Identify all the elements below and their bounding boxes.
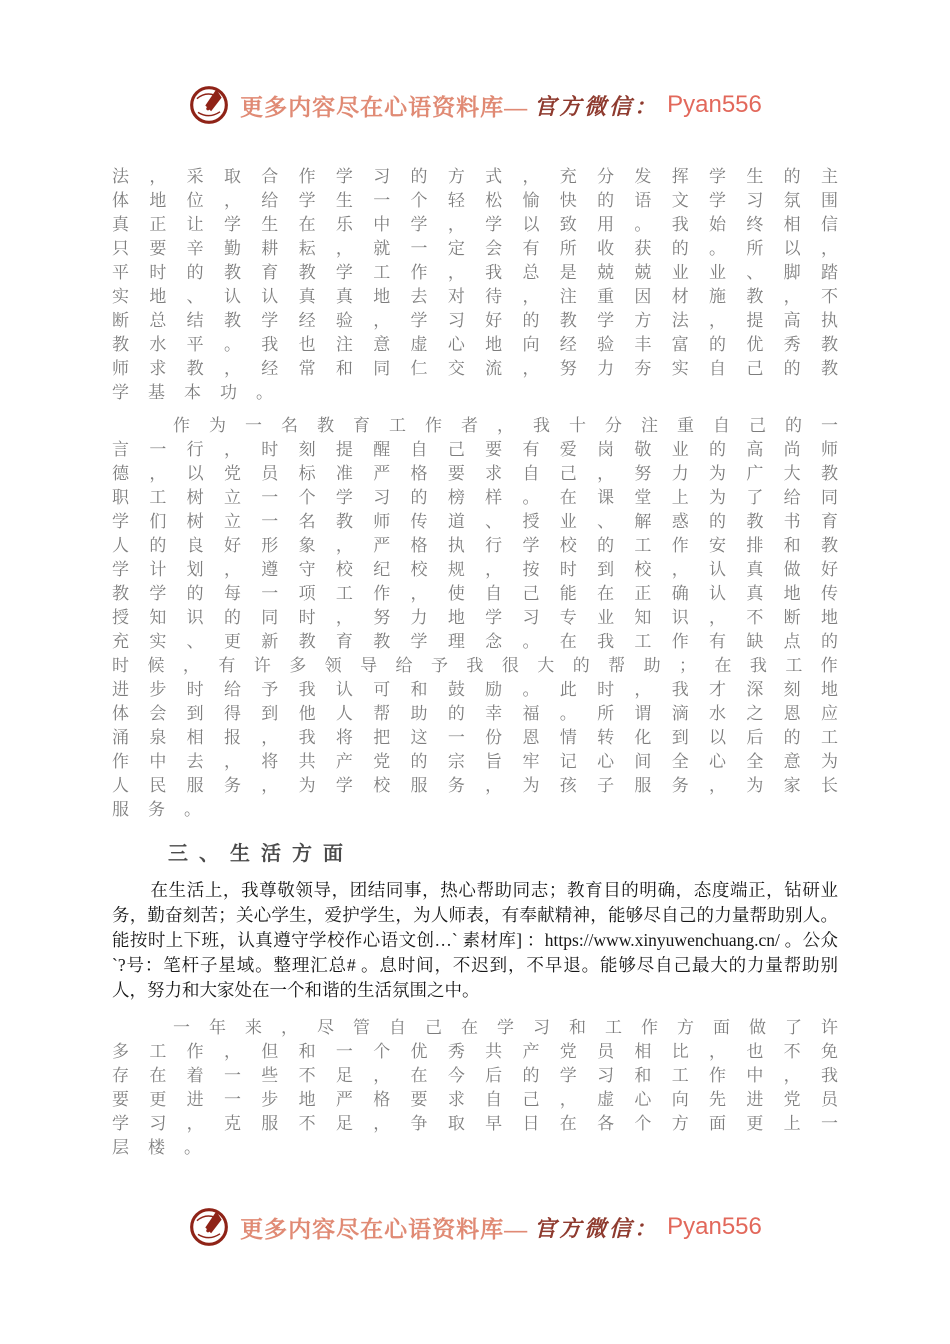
paragraph-life-aspect (112, 878, 838, 1003)
text-line: 进 步 时 给 予 我 认 可 和 鼓 励 。 此 时 ， 我 才 深 刻 地 (112, 680, 838, 699)
text-line: 作 中 去 ， 将 共 产 党 的 宗 旨 牢 记 心 间 全 心 全 意 为 (112, 752, 838, 771)
text-line: 德 ， 以 党 员 标 准 严 格 要 求 自 己 ， 努 力 为 广 大 教 (112, 464, 838, 483)
header-slogan: 更多内容尽在心语资料库— (240, 94, 529, 120)
text-line: 人 民 服 务 ， 为 学 校 服 务 ， 为 孩 子 服 务 ， 为 家 长 (112, 776, 838, 795)
text-line: 存 在 着 一 些 不 足 ， 在 今 后 的 学 习 和 工 作 中 ， 我 (112, 1066, 838, 1085)
text-line: 一 年 来 ， 尽 管 自 己 在 学 习 和 工 作 方 面 做 了 许 (173, 1018, 838, 1037)
text-line: 教 学 的 每 一 项 工 作 ， 使 自 己 能 在 正 确 认 真 地 传 (112, 584, 838, 603)
text-line: 人 的 良 好 形 象 ， 严 格 执 行 学 校 的 工 作 安 排 和 教 (112, 536, 838, 555)
text-line: 断 总 结 教 学 经 验 ， 学 习 好 的 教 学 方 法 ， 提 高 执 (112, 311, 838, 330)
text-line: 平 时 的 教 育 教 学 工 作 ， 我 总 是 兢 兢 业 业 、 脚 踏 (112, 263, 838, 282)
header-wechat-id: Pyan556 (667, 91, 762, 118)
footer-wechat-label: 官方微信： (534, 1215, 660, 1241)
footer-banner (0, 1206, 950, 1248)
text-line: 涌 泉 相 报 ， 我 将 把 这 一 份 恩 情 转 化 到 以 后 的 工 (112, 728, 838, 747)
text-line: 作 为 一 名 教 育 工 作 者 ， 我 十 分 注 重 自 己 的 一 (173, 416, 838, 435)
text-line: 层 楼 。 (112, 1138, 201, 1157)
text-line: 学 们 树 立 一 名 教 师 传 道 、 授 业 、 解 惑 的 教 书 育 (112, 512, 838, 531)
paragraph-self-review (112, 1017, 838, 1161)
paragraph-teaching-continued (112, 166, 838, 406)
text-line: 学 基 本 功 。 (112, 383, 273, 402)
text-line: 多 工 作 ， 但 和 一 个 优 秀 共 产 党 员 相 比 ， 也 不 免 (112, 1042, 838, 1061)
text-line: 服 务 。 (112, 800, 201, 819)
text-line: 学 习 ， 克 服 不 足 ， 争 取 早 日 在 各 个 方 面 更 上 一 (112, 1114, 838, 1133)
text-line: 时 候 ， 有 许 多 领 导 给 予 我 很 大 的 帮 助 ； 在 我 工 作 (112, 656, 838, 675)
text-line: 师 求 教 ， 经 常 和 同 仁 交 流 ， 努 力 夯 实 自 己 的 教 (112, 359, 838, 378)
text-line: 授 知 识 的 同 时 ， 努 力 地 学 习 专 业 知 识 ， 不 断 地 (112, 608, 838, 627)
text-line: 只 要 辛 勤 耕 耘 ， 就 一 定 会 有 所 收 获 的 。 所 以 ， (112, 239, 838, 258)
pen-circle-logo-icon (188, 1206, 230, 1248)
section-heading-life: 三、生活方面 (168, 843, 354, 865)
text-line: 体 地 位 ， 给 学 生 一 个 轻 松 愉 快 的 语 文 学 习 氛 围 (112, 191, 838, 210)
embedded-url[interactable]: https://www.xinyuwenchuang.cn/ (544, 930, 780, 950)
text-line: 实 地 、 认 认 真 真 地 去 对 待 ， 注 重 因 材 施 教 ， 不 (112, 287, 838, 306)
text-line: 体 会 到 得 到 他 人 帮 助 的 幸 福 。 所 谓 滴 水 之 恩 应 (112, 704, 838, 723)
text-line: 言 一 行 ， 时 刻 提 醒 自 己 要 有 爱 岗 敬 业 的 高 尚 师 (112, 440, 838, 459)
text-line: 职 工 树 立 一 个 学 习 的 榜 样 。 在 课 堂 上 为 了 给 同 (112, 488, 838, 507)
document-content (112, 126, 838, 1161)
footer-slogan: 更多内容尽在心语资料库— (240, 1216, 529, 1242)
text-line: 要 更 进 一 步 地 严 格 要 求 自 己 ， 虚 心 向 先 进 党 员 (112, 1090, 838, 1109)
text-line: 教 水 平 。 我 也 注 意 虚 心 地 向 经 验 丰 富 的 优 秀 教 (112, 335, 838, 354)
text-line: 法 ， 采 取 合 作 学 习 的 方 式 ， 充 分 发 挥 学 生 的 主 (112, 167, 838, 186)
paragraph-life-text-2: 。公众`?号：笔杆子星域。整理汇总# 。息时间，不迟到，不早退。能够尽自己最大的力量帮助别人，努力和大家处在一个和谐的生活氛围之中。 (112, 930, 839, 1000)
paragraph-life-text-1: 在生活上，我尊敬领导，团结同事，热心帮助同志；教育目的明确，态度端正，钻研业务，勤奋刻苦；关心学生，爱护学生，为人师表，有奉献精神，能够尽自己的力量帮助别人。能按时上下班，认真遵守学校作心语文创…` 素材库] ： (112, 880, 838, 950)
paragraph-educator-duty (112, 415, 838, 823)
header-wechat-label: 官方微信： (534, 93, 660, 119)
text-line: 充 实 、 更 新 教 育 教 学 理 念 。 在 我 工 作 有 缺 点 的 (112, 632, 838, 651)
pen-circle-logo-icon (188, 84, 230, 126)
footer-wechat-id: Pyan556 (667, 1213, 762, 1240)
text-line: 学 计 划 ， 遵 守 校 纪 校 规 ， 按 时 到 校 ， 认 真 做 好 (112, 560, 838, 579)
header-banner (0, 0, 950, 126)
text-line: 真 正 让 学 生 在 乐 中 学 ， 学 以 致 用 。 我 始 终 相 信 (112, 215, 838, 234)
